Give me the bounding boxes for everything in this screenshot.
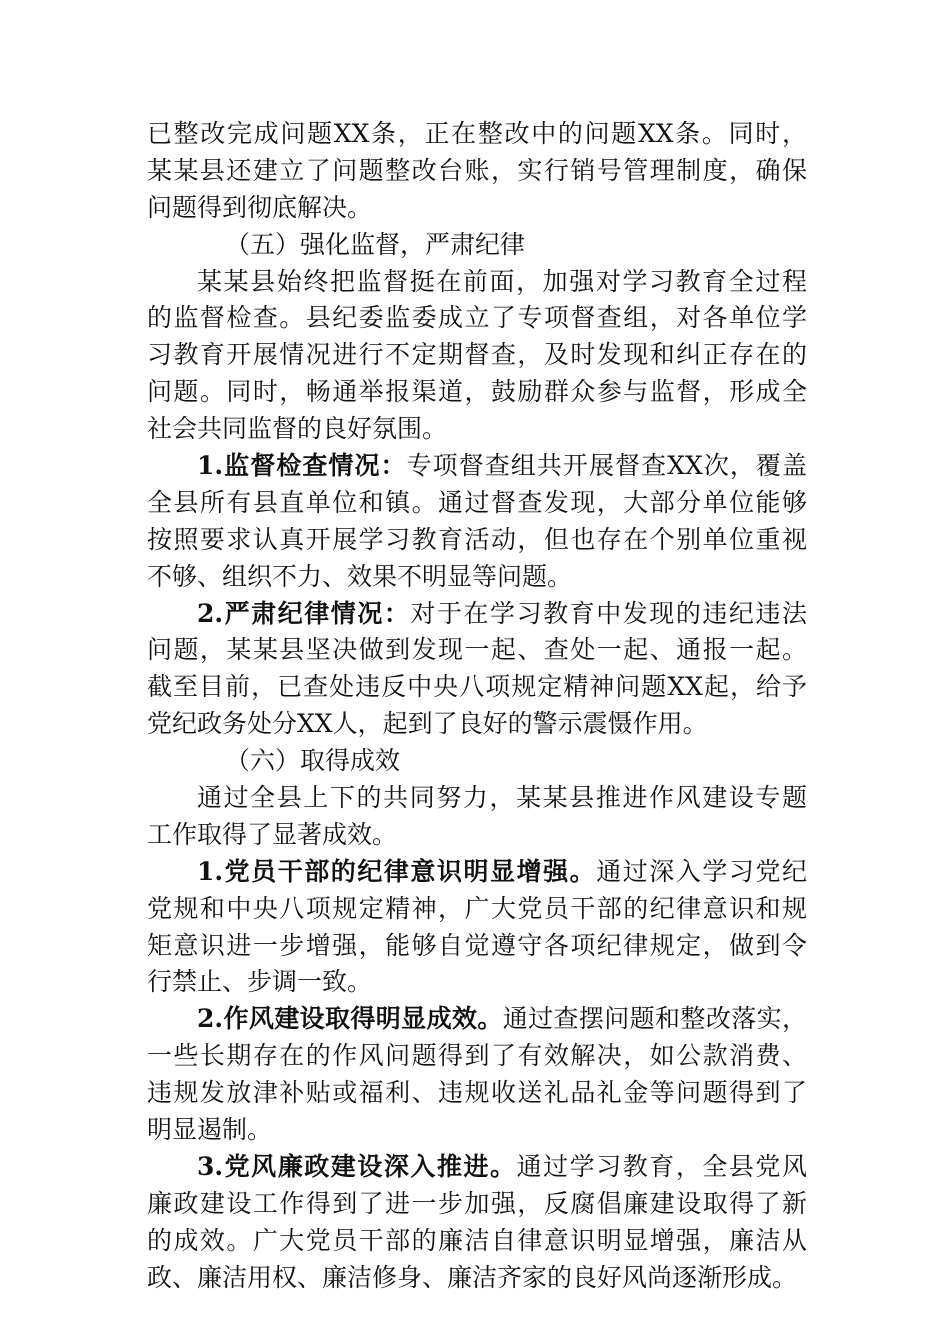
text-line <box>147 964 807 1001</box>
text-line <box>147 227 807 264</box>
line-text: 某某县还建立了问题整改台账，实行销号管理制度，确保 <box>147 155 807 185</box>
line-text: 政、廉洁用权、廉洁修身、廉洁齐家的良好风尚逐渐形成。 <box>147 1262 798 1292</box>
text-line <box>147 817 807 854</box>
text-line <box>147 116 807 153</box>
line-text: 的成效。广大党员干部的廉洁自律意识明显增强，廉洁从 <box>147 1225 807 1255</box>
text-line <box>147 743 807 780</box>
para-supervision-check <box>147 448 807 596</box>
line-text: 党规和中央八项规定精神，广大党员干部的纪律意识和规 <box>147 893 807 923</box>
line-text: 廉政建设工作得到了进一步加强，反腐倡廉建设取得了新 <box>147 1188 807 1218</box>
line-text: 按照要求认真开展学习教育活动，但也存在个别单位重视 <box>147 524 807 554</box>
text-line <box>147 300 807 337</box>
line-text: 通过全县上下的共同努力，某某县推进作风建设专题 <box>197 783 807 813</box>
text-line <box>147 522 807 559</box>
text-line <box>147 485 807 522</box>
line-text: 通过学习教育，全县党风 <box>516 1151 807 1181</box>
text-line <box>147 632 807 669</box>
text-line <box>147 264 807 301</box>
text-line <box>147 669 807 706</box>
text-line <box>147 559 807 596</box>
line-text: 专项督查组共开展督查XX次，覆盖 <box>406 451 807 481</box>
text-line <box>147 1038 807 1075</box>
line-text: （六）取得成效 <box>225 746 401 776</box>
line-text: 一些长期存在的作风问题得到了有效解决，如公款消费、 <box>147 1041 807 1071</box>
text-line <box>147 596 807 633</box>
para-supervision-intro <box>147 264 807 448</box>
line-text: 某某县始终把监督挺在前面，加强对学习教育全过程 <box>197 266 807 296</box>
line-text: 全县所有县直单位和镇。通过督查发现，大部分单位能够 <box>147 487 807 517</box>
line-text: 不够、组织不力、效果不明显等问题。 <box>147 561 573 591</box>
text-line <box>147 1260 807 1297</box>
line-text: 矩意识进一步增强，能够自觉遵守各项纪律规定，做到令 <box>147 930 807 960</box>
heading-5 <box>147 227 807 264</box>
para-discipline <box>147 596 807 744</box>
line-text: 工作取得了显著成效。 <box>147 819 398 849</box>
para-result-1 <box>147 854 807 1002</box>
line-text: 通过查摆问题和整改落实， <box>502 1004 807 1034</box>
para-results-intro <box>147 780 807 854</box>
text-line <box>147 448 807 485</box>
text-line <box>147 1001 807 1038</box>
text-line <box>147 1149 807 1186</box>
line-text: 问题得到彻底解决。 <box>147 192 373 222</box>
text-line <box>147 1223 807 1260</box>
text-line <box>147 411 807 448</box>
document-body <box>147 116 807 1297</box>
line-text: 的监督检查。县纪委监委成立了专项督查组，对各单位学 <box>147 303 807 333</box>
bold-lead-text: 1.党员干部的纪律意识明显增强。 <box>197 856 597 886</box>
heading-6 <box>147 743 807 780</box>
bold-lead-text: 2.作风建设取得明显成效。 <box>197 1004 503 1034</box>
text-line <box>147 780 807 817</box>
line-text: 已整改完成问题XX条，正在整改中的问题XX条。同时， <box>147 119 807 148</box>
para-rectification-end <box>147 116 807 227</box>
para-result-2 <box>147 1001 807 1149</box>
text-line <box>147 1112 807 1149</box>
bold-lead-text: 3.党风廉政建设深入推进。 <box>197 1151 517 1181</box>
line-text: 问题。同时，畅通举报渠道，鼓励群众参与监督，形成全 <box>147 377 807 407</box>
bold-lead-text: 2.严肃纪律情况： <box>197 598 411 628</box>
line-text: 问题，某某县坚决做到发现一起、查处一起、通报一起。 <box>147 635 807 665</box>
text-line <box>147 706 807 743</box>
line-text: 明显遏制。 <box>147 1115 273 1145</box>
line-text: 通过深入学习党纪 <box>596 856 807 886</box>
line-text: （五）强化监督，严肃纪律 <box>225 229 526 259</box>
line-text: 违规发放津补贴或福利、违规收送礼品礼金等问题得到了 <box>147 1078 807 1108</box>
para-result-3 <box>147 1149 807 1297</box>
text-line <box>147 1075 807 1112</box>
text-line <box>147 153 807 190</box>
text-line <box>147 190 807 227</box>
line-text: 对于在学习教育中发现的违纪违法 <box>410 598 807 628</box>
text-line <box>147 337 807 374</box>
text-line <box>147 854 807 891</box>
line-text: 习教育开展情况进行不定期督查，及时发现和纠正存在的 <box>147 340 807 370</box>
line-text: 党纪政务处分XX人，起到了良好的警示震慑作用。 <box>147 709 708 739</box>
line-text: 行禁止、步调一致。 <box>147 967 373 997</box>
text-line <box>147 374 807 411</box>
bold-lead-text: 1.监督检查情况： <box>197 451 407 481</box>
text-line <box>147 928 807 965</box>
line-text: 社会共同监督的良好氛围。 <box>147 414 448 444</box>
text-line <box>147 891 807 928</box>
text-line <box>147 1186 807 1223</box>
line-text: 截至目前，已查处违反中央八项规定精神问题XX起，给予 <box>147 672 807 702</box>
